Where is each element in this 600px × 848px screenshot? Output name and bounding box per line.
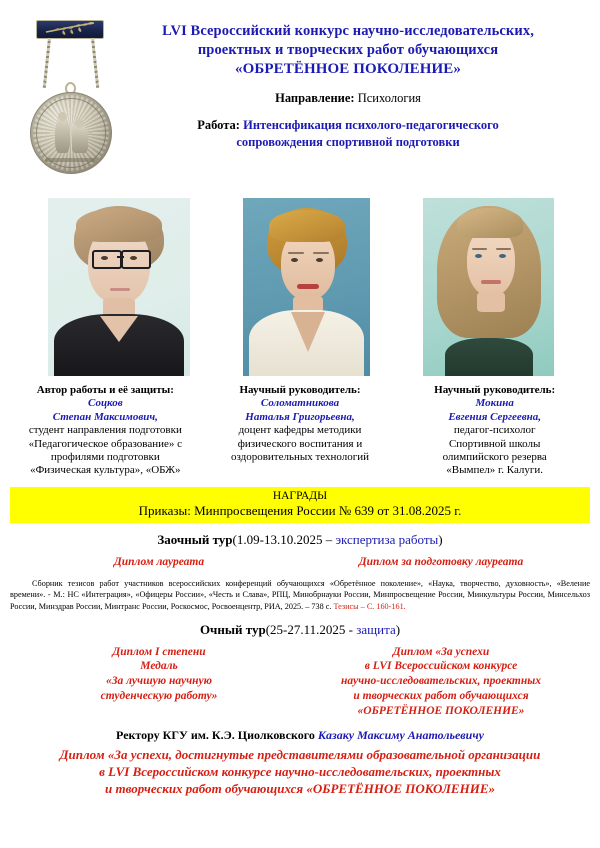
caption-student-name-2: Степан Максимович, [52, 410, 158, 423]
supervisor1-mouth [297, 284, 319, 289]
publication-reference [10, 578, 590, 613]
direction-label: Направление: [275, 91, 355, 106]
tour-correspondence-paren: ) [438, 532, 443, 548]
title-block [126, 14, 586, 150]
supervisor1-brow-right [313, 252, 329, 254]
student-fringe [76, 208, 162, 242]
caption-row [0, 376, 600, 478]
rector-diploma-line-2: в LVI Всероссийском конкурсе научно-исследовательских, проектных [99, 764, 501, 780]
diploma-for-success-line-1: Диплом «За успехи [392, 645, 490, 658]
diploma-first-degree-line-4: студенческую работу» [100, 689, 218, 702]
caption-student [8, 384, 203, 478]
medal-figure-standing [55, 117, 70, 153]
award-medal-icon [22, 18, 118, 186]
tour-internal-left-col [18, 645, 300, 719]
publication-reference-text: Сборник тезисов работ участников всероссийских конференций обучающихся «Обретённое поколение», «Наука, творчество, духовность», «Веление времени». - М.: НС «Интеграция», «Офицеры России», «Честь и Слава», РПЦ, Минобрнауки России, Минпросвещение России, Минкультуры России, Минсельхоз России, Минздрав России, Минтранс России, Роскосмос, Росвоенцентр, РИА, 2025. – 738 с. [10, 578, 590, 612]
rector-diploma-line-1: Диплом «За успехи, достигнутые представителями образовательной организации [59, 746, 541, 762]
tour-correspondence-label: Заочный тур [157, 532, 233, 548]
tour-correspondence-stage: экспертиза работы [335, 532, 439, 548]
supervisor2-brow-right [496, 248, 511, 250]
tour-internal-label: Очный тур [199, 621, 266, 637]
diploma-first-degree-line-2: Медаль [140, 660, 178, 673]
medal-container [14, 14, 126, 186]
caption-student-name-1: Соцков [88, 397, 123, 410]
caption-student-desc-2: «Педагогическое образование» с [28, 437, 183, 450]
tour-correspondence-dates: (1.09-13.10.2025 – [232, 532, 336, 548]
student-mouth [110, 288, 130, 291]
supervisor1-eye-right [316, 258, 323, 262]
medal-base [45, 158, 97, 162]
diploma-first-degree-line-3: «За лучшую научную [105, 675, 213, 688]
photo-student [48, 198, 190, 376]
tour-internal-heading [0, 622, 600, 638]
supervisor1-eye-left [291, 258, 298, 262]
tour-correspondence-right-col [300, 555, 582, 570]
caption-supervisor-1 [203, 384, 398, 478]
caption-supervisor-2-role: Научный руководитель: [434, 384, 556, 396]
supervisor1-brow-left [288, 252, 304, 254]
rector-diploma-line-3: и творческих работ обучающихся «ОБРЕТЁННОЕ ПОКОЛЕНИЕ» [104, 781, 495, 797]
caption-supervisor-2 [397, 384, 592, 478]
student-eye-left [101, 256, 108, 260]
tour-correspondence-left-col [18, 555, 300, 570]
photo-supervisor-1 [243, 198, 370, 376]
medal-figure-seated [72, 124, 88, 153]
photo-supervisor-2 [423, 198, 554, 376]
supervisor2-fringe [457, 208, 523, 238]
caption-supervisor-2-desc-4: «Вымпел» г. Калуги. [446, 464, 544, 477]
rector-line [0, 728, 600, 744]
medal-figure-head-2 [75, 119, 84, 128]
tour-internal-right-col [300, 645, 582, 719]
contest-title-line-2: проектных и творческих работ обучающихся [197, 41, 499, 58]
caption-supervisor-1-name-1: Соломатникова [260, 397, 340, 410]
awards-banner-title: НАГРАДЫ [272, 489, 328, 502]
caption-supervisor-1-desc-1: доцент кафедры методики [238, 424, 362, 437]
contest-title-line-3: «ОБРЕТЁННОЕ ПОКОЛЕНИЕ» [235, 60, 461, 77]
caption-supervisor-2-name-1: Мокина [475, 397, 514, 410]
student-glasses-right [121, 250, 151, 269]
publication-reference-pages: Тезисы – С. 160-161. [333, 602, 406, 612]
supervisor2-mouth [481, 280, 501, 284]
diploma-for-success-line-2: в LVI Всероссийском конкурсе [364, 660, 518, 673]
work-label: Работа: [197, 118, 240, 133]
medal-figure-head-1 [58, 112, 67, 121]
tour-internal-stage: защита [356, 621, 396, 637]
caption-supervisor-1-desc-2: физического воспитания и [237, 437, 363, 450]
caption-supervisor-1-desc-3: оздоровительных технологий [230, 451, 370, 464]
caption-supervisor-1-name-2: Наталья Григорьевна, [245, 410, 355, 423]
contest-title [126, 22, 570, 79]
caption-supervisor-2-desc-2: Спортивной школы [448, 437, 541, 450]
supervisor2-eye-right [499, 254, 506, 258]
diploma-for-success-line-4: и творческих работ обучающихся [353, 689, 529, 702]
supervisor2-top [445, 338, 533, 376]
diploma-for-success-line-3: научно-исследовательских, проектных [340, 675, 541, 688]
caption-student-role: Автор работы и её защиты: [36, 384, 174, 396]
medal-disc [30, 92, 112, 174]
direction-value: Психология [357, 91, 421, 106]
diploma-for-preparing-laureate: Диплом за подготовку лауреата [358, 556, 524, 569]
rector-name: Казаку Максиму Анатольевичу [317, 728, 484, 743]
caption-supervisor-2-name-2: Евгения Сергеевна, [448, 410, 542, 423]
supervisor2-eye-left [475, 254, 482, 258]
work-title-part-1: Интенсификация психолого-педагогического [243, 118, 499, 133]
supervisor1-fringe [269, 210, 345, 242]
tour-internal-dates: (25-27.11.2025 - [265, 621, 357, 637]
caption-supervisor-1-role: Научный руководитель: [239, 384, 361, 396]
caption-supervisor-2-desc-3: олимпийского резерва [442, 451, 547, 464]
medal-chain-left [43, 38, 51, 88]
supervisor2-brow-left [472, 248, 487, 250]
tour-correspondence-heading [0, 532, 600, 548]
diploma-first-degree-line-1: Диплом I степени [112, 645, 206, 658]
tour-correspondence-diplomas [0, 555, 600, 570]
tour-internal-paren: ) [395, 621, 401, 637]
header [0, 0, 600, 186]
diploma-for-success-line-5: «ОБРЕТЁННОЕ ПОКОЛЕНИЕ» [357, 704, 525, 717]
contest-title-line-1: LVI Всероссийский конкурс научно-исследовательских, [162, 23, 534, 39]
diploma-first-degree [18, 645, 300, 704]
awards-banner-orders: Приказы: Минпросвещения России № 639 от 31.08.2025 г. [138, 503, 462, 519]
work-line-1 [126, 117, 570, 134]
laurel-branch-icon [44, 21, 96, 35]
student-glasses-left [92, 250, 122, 269]
caption-student-desc-1: студент направления подготовки [28, 424, 182, 437]
medal-chain-right [91, 38, 99, 88]
work-title-block [126, 117, 570, 150]
supervisor2-neck [477, 292, 505, 312]
diploma-for-success [300, 645, 582, 719]
direction-row [126, 90, 570, 106]
student-glasses-bridge [117, 256, 124, 258]
caption-student-desc-3: профилями подготовки [50, 451, 160, 464]
student-eye-right [130, 256, 137, 260]
caption-student-desc-4: «Физическая культура», «ОБЖ» [30, 464, 181, 477]
tour-internal-diplomas [0, 645, 600, 719]
diploma-laureate: Диплом лауреата [113, 556, 205, 569]
photo-row [0, 186, 600, 376]
awards-banner [10, 487, 590, 523]
work-title-part-2: сопровождения спортивной подготовки [236, 134, 460, 149]
rector-prefix: Ректору КГУ им. К.Э. Циолковского [116, 728, 318, 743]
caption-supervisor-2-desc-1: педагог-психолог [453, 424, 536, 437]
rector-diploma [0, 746, 600, 797]
